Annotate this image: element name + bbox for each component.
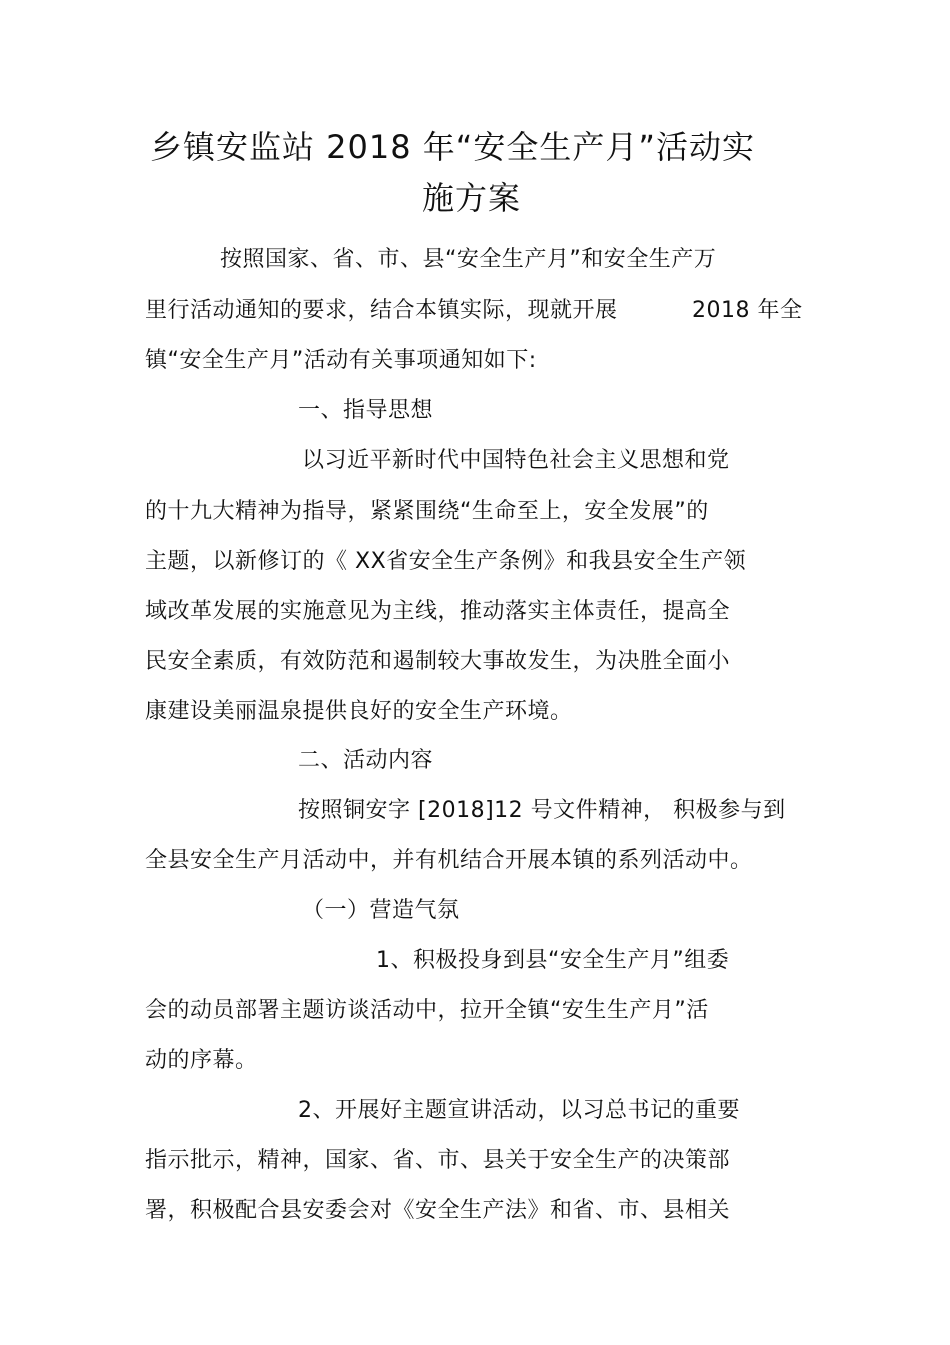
paragraph-guiding-line-5: 民安全素质，有效防范和遏制较大事故发生，为决胜全面小 — [145, 649, 731, 674]
paragraph-guiding-line-6: 康建设美丽温泉提供良好的安全生产环境。 — [145, 699, 573, 724]
paragraph-intro-line-1: 按照国家、省、市、县“安全生产月”和安全生产万 — [220, 247, 717, 272]
item-1-line-3: 动的序幕。 — [145, 1048, 258, 1073]
item-2-line-3: 署，积极配合县安委会对《安全生产法》和省、市、县相关 — [145, 1198, 731, 1223]
section-heading-activity-content: 二、活动内容 — [298, 748, 434, 773]
paragraph-guiding-line-2: 的十九大精神为指导，紧紧围绕“生命至上，安全发展”的 — [145, 499, 709, 524]
section-heading-guiding-idea: 一、指导思想 — [298, 398, 434, 423]
item-2-line-2: 指示批示，精神，国家、省、市、县关于安全生产的决策部 — [145, 1148, 731, 1173]
paragraph-intro-line-2-year: 2018 年全 — [692, 298, 803, 323]
paragraph-guiding-line-1: 以习近平新时代中国特色社会主义思想和党 — [302, 448, 730, 473]
item-1-line-2: 会的动员部署主题访谈活动中，拉开全镇“安生生产月”活 — [145, 998, 709, 1023]
paragraph-guiding-line-3: 主题，以新修订的《 XX省安全生产条例》和我县安全生产领 — [145, 549, 747, 574]
item-2-line-1: 2、开展好主题宣讲活动，以习总书记的重要 — [298, 1098, 740, 1123]
paragraph-activity-line-2: 全县安全生产月活动中，并有机结合开展本镇的系列活动中。 — [145, 848, 753, 873]
document-title-line-1: 乡镇安监站 2018 年“安全生产月”活动实 — [150, 128, 755, 166]
paragraph-intro-line-2: 里行活动通知的要求，结合本镇实际，现就开展 — [145, 298, 618, 323]
paragraph-activity-line-1: 按照铜安字 [2018]12 号文件精神， 积极参与到 — [298, 798, 786, 823]
paragraph-guiding-line-4: 域改革发展的实施意见为主线，推动落实主体责任，提高全 — [145, 599, 731, 624]
item-1-line-1: 1、积极投身到县“安全生产月”组委 — [376, 948, 730, 973]
paragraph-intro-line-3: 镇“安全生产月”活动有关事项通知如下: — [145, 348, 537, 373]
subsection-heading-atmosphere: （一）营造气氛 — [302, 898, 460, 923]
document-title-line-2: 施方案 — [422, 179, 522, 217]
